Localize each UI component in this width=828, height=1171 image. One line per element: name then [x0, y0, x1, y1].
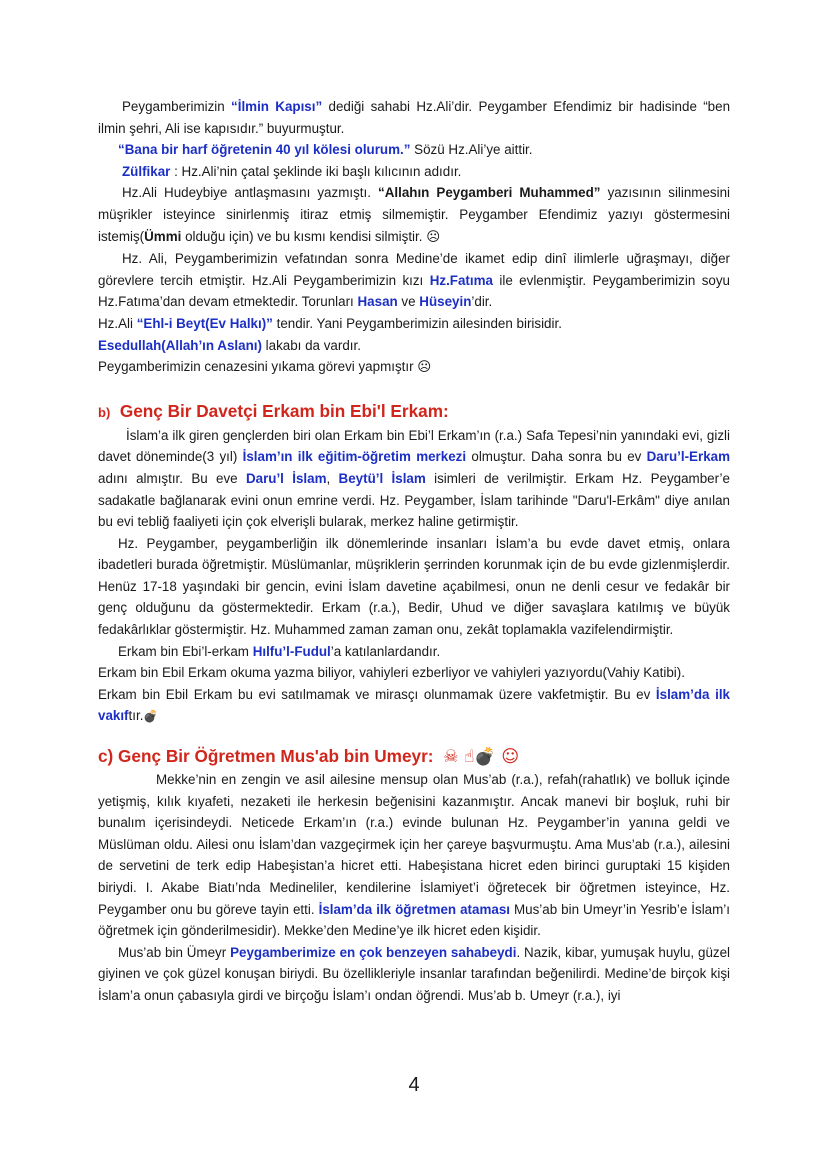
highlight-ilk-ogretmen: İslam’da ilk öğretmen ataması [318, 901, 510, 917]
paragraph-vahiy-katibi: Erkam bin Ebil Erkam okuma yazma biliyor, vahiyleri ezberliyor ve vahiyleri yazıyordu(Vahiy Katibi). [98, 665, 685, 681]
highlight-beytu-l-islam: Beytü’l İslam [338, 470, 426, 486]
section-title: c) Genç Bir Öğretmen Mus'ab bin Umeyr: [98, 746, 434, 767]
frown-icon: ☹ [426, 229, 441, 245]
decorative-emoji-icons: ☠ ☝💣 ☺ [443, 747, 520, 768]
highlight-egitim-merkezi: İslam’ın ilk eğitim-öğretim merkezi [242, 449, 467, 465]
bomb-icon: 💣 [143, 709, 159, 724]
paragraph-zulfikar: Zülfikar : Hz.Ali’nin çatal şeklinde iki başlı kılıcının adıdır. [122, 163, 462, 179]
highlight-huseyin: Hüseyin [419, 294, 472, 310]
paragraph-ilmin-kapisi: Peygamberimizin “İlmin Kapısı” dediği sahabi Hz.Ali’dir. Peygamber Efendimiz bir hadisinde “ben ilmin şehri, Ali ise kapısıdır.” buyurmuştur. [98, 99, 731, 136]
paragraph-cenaze: Peygamberimizin cenazesini yıkama görevi yapmıştır ☹ [98, 359, 432, 376]
paragraph-hudeybiye: Hz.Ali Hudeybiye antlaşmasını yazmıştı. “Allahın Peygamberi Muhammed” yazısının silinmesini müşrikler isteyince sinirlenmiş itiraz etmiş silmemiştir. Peygamber Efendimiz yazıyı göstermesini istemiş(Ümmi olduğu için) ve bu kısmı kendisi silmiştir. ☹ [98, 185, 731, 245]
highlight-ilk-vakif: İslam’da ilk vakıf [98, 686, 731, 724]
paragraph-davet: Hz. Peygamber, peygamberliğin ilk dönemlerinde insanları İslam’a bu evde davet etmiş, onlara ibadetleri burada öğretmiştir. Müslümanlar, müşriklerin şerrinden korunmak için de bu evde gizlenmişlerdir. Henüz 17-18 yaşındaki bir gencin, evini İslam davetine açabilmesi, onun ne denli cesur ve fedakâr bir genç olduğunu da göstermektedir. Erkam (r.a.), Bedir, Uhud ve diğer savaşlara katılmış ve büyük fedakârlıklar göstermiştir. Hz. Muhammed zaman zaman onu, zekât toplamakla vazifelendirmiştir. [98, 535, 730, 638]
paragraph-vakif: Erkam bin Ebil Erkam bu evi satılmamak ve mirasçı olunmamak üzere vakfetmiştir. Bu ev İslam’da ilk vakıftır.💣 [98, 686, 731, 724]
highlight-fatima: Hz.Fatıma [429, 272, 493, 288]
paragraph-esedullah: Esedullah(Allah’ın Aslanı) lakabı da vardır. [98, 337, 361, 353]
highlight-daru-l-erkam: Daru’l-Erkam [646, 449, 730, 465]
highlight-daru-l-islam: Daru’l İslam [245, 470, 327, 486]
highlight-zulfikar: Zülfikar [122, 163, 171, 179]
paragraph-vefat: Hz. Ali, Peygamberimizin vefatından sonra Medine’de ikamet edip dinî ilimlerle uğraşmayı, diğer görevlere tercih etmiştir. Hz.Ali Peygamberimizin kızı Hz.Fatıma ile evlenmiştir. Peygamberimizin soyu Hz.Fatıma’dan devam etmektedir. Torunları Hasan ve Hüseyin’dir. [98, 251, 730, 310]
highlight-quote: “Bana bir harf öğretenin 40 yıl kölesi olurum.” [118, 142, 411, 158]
highlight-ilmin-kapisi: “İlmin Kapısı” [231, 99, 323, 114]
page-number: 4 [408, 1074, 420, 1096]
paragraph-musab-ozellikleri: Mus’ab bin Ümeyr Peygamberimize en çok benzeyen sahabeydi. Nazik, kibar, yumuşak huylu, güzel giyinen ve çok güzel konuşan biriydi. Bu özellikleriyle insanlar tarafından beğenilirdi. Medine’de birçok kişi İslam’a onun çabasıyla girdi ve birçoğu İslam’ı ondan öğrendi. Mus’ab b. Umeyr (r.a.), iyi [98, 944, 731, 1003]
section-letter: b) [98, 404, 111, 420]
bold-ummi: Ümmi [144, 228, 182, 244]
highlight-esedullah: Esedullah(Allah’ın Aslanı) [98, 337, 262, 353]
section-heading-b [98, 399, 730, 425]
bold-quote: “Allahın Peygamberi Muhammed” [378, 185, 601, 201]
paragraph-hilfu-l-fudul: Erkam bin Ebi’l-erkam Hılfu’l-Fudul’a katılanlardandır. [118, 643, 441, 659]
frown-icon: ☹ [417, 360, 432, 376]
highlight-hilfu-l-fudul: Hılfu’l-Fudul [252, 643, 331, 659]
paragraph-musab: Mekke’nin en zengin ve asil ailesine mensup olan Mus’ab (r.a.), refah(rahatlık) ve bolluk içinde yetişmiş, kılık kıyafeti, nezaketi ile herkesin beğenisini kazanmıştır. Ancak manevi bir boşluk, ruhi bir bunalım içerisindeydi. Neticede Erkam’ın (r.a.) evinde bulunan Hz. Peygamber’in yanına geldi ve Müslüman oldu. Ailesi onu İslam’dan vazgeçirmek için her çareye başvurmuştu. Ama Mus’ab (r.a.), ailesini de servetini de terk edip Habeşistan’a hicret etti. Habeşistana hicret eden birinci guruptaki 15 kişiden biriydi. I. Akabe Biatı’nda Medineliler, kendilerine İslamiyet’i öğretecek bir öğretmen isteyince, Hz. Peygamber onu bu göreve tayin etti. İslam’da ilk öğretmen ataması Mus’ab bin Umeyr’in Yesrib’e İslam’ı öğretmek için gönderilmesidir). Mekke’den Medine’ye ilk hicret eden kişidir. [98, 772, 730, 939]
section-heading-c [98, 744, 730, 769]
paragraph-erkam-evi: İslam’a ilk giren gençlerden biri olan Erkam bin Ebi’l Erkam’ın (r.a.) Safa Tepesi’nin yanındaki evi, gizli davet döneminde(3 yıl) İslam’ın ilk eğitim-öğretim merkezi olmuştur. Daha sonra bu ev Daru’l-Erkam adını almıştır. Bu eve Daru’l İslam, Beytü’l İslam isimleri de verilmiştir. Erkam Hz. Peygamber’e sadakatle bağlanarak evini onun emrine verdi. Hz. Peygamber, İslam tarihinde "Daru'l-Erkâm" diye anılan bu evi tebliğ faaliyeti için çok elverişli bularak, merkez haline getirmiştir. [98, 427, 730, 530]
highlight-hasan: Hasan [357, 294, 398, 310]
paragraph-bana-bir-harf: “Bana bir harf öğretenin 40 yıl kölesi olurum.” Sözü Hz.Ali’ye aittir. [118, 142, 533, 158]
paragraph-ehl-i-beyt: Hz.Ali “Ehl-i Beyt(Ev Halkı)” tendir. Yani Peygamberimizin ailesinden birisidir. [98, 315, 562, 331]
highlight-ehl-i-beyt: “Ehl-i Beyt(Ev Halkı)” [136, 315, 273, 331]
section-title: Genç Bir Davetçi Erkam bin Ebi'l Erkam: [119, 400, 449, 421]
document-page [98, 96, 730, 1007]
highlight-benzeyen-sahabe: Peygamberimize en çok benzeyen sahabeydi [230, 944, 517, 960]
